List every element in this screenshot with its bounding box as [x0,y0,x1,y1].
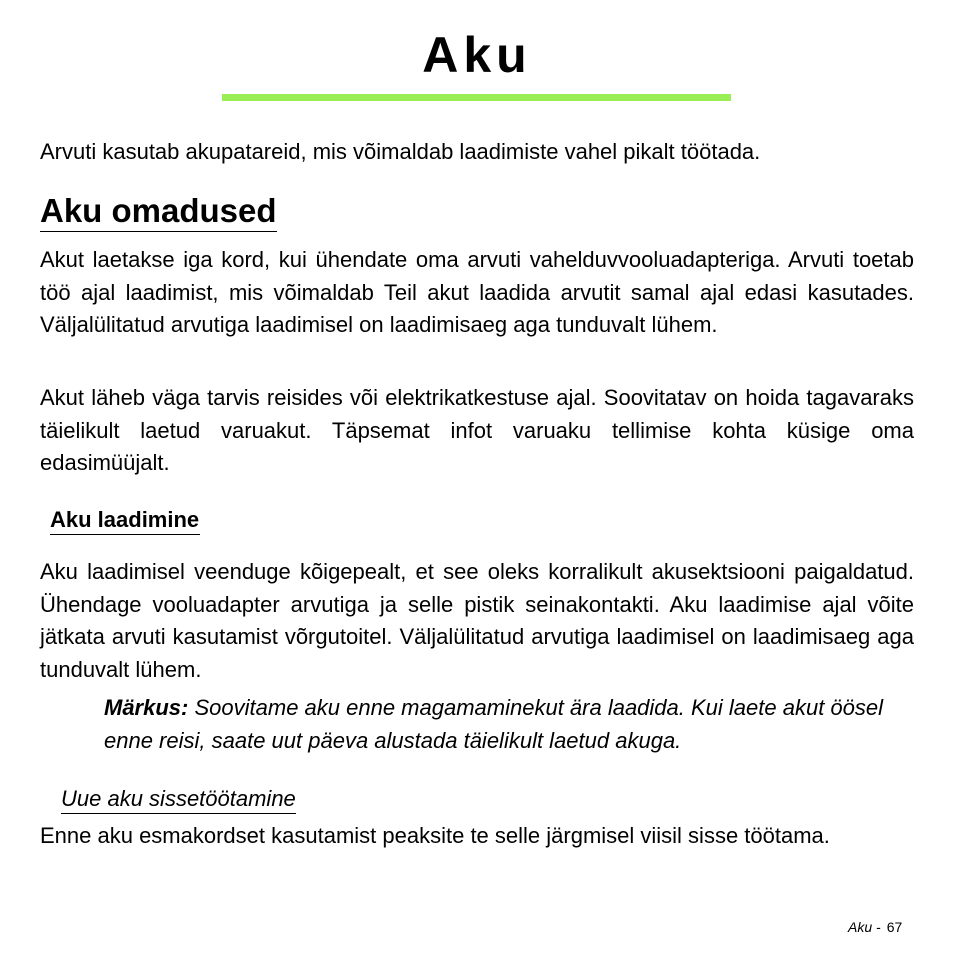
features-paragraph-1: Akut laetakse iga kord, kui ühendate oma arvuti vahelduvvooluadapteriga. Arvuti toetab töö ajal laadimist, mis võimaldab Teil akut laadida arvutit samal ajal edasi kasutades. Väljalülitatud arvutiga laadimisel on laadimisaeg aga tunduvalt lühem. [40,247,914,337]
subsection-heading-aku-laadimine: Aku laadimine [50,506,200,535]
section-heading-aku-omadused: Aku omadused [40,191,277,232]
note-text: Soovitame aku enne magamaminekut ära laadida. Kui laete akut öösel enne reisi, saate uut päeva alustada täielikult laetud akuga. [104,695,884,753]
note-label: Märkus: [104,695,189,720]
note-block [104,692,914,757]
subsection-heading-uue-aku-sissetootamine: Uue aku sissetöötamine [61,785,296,814]
features-paragraph-2: Akut läheb väga tarvis reisides või elektrikatkestuse ajal. Soovitatav on hoida tagavaraks täielikult laetud varuakut. Täpsemat infot varuaku tellimise kohta küsige oma edasimüüjalt. [40,385,914,475]
footer-page-number: 67 [886,919,903,935]
title-underline-rule [222,94,731,101]
conditioning-paragraph: Enne aku esmakordset kasutamist peaksite te selle järgmisel viisil sisse töötama. [40,823,830,848]
intro-paragraph: Arvuti kasutab akupatareid, mis võimaldab laadimiste vahel pikalt töötada. [40,139,761,164]
charging-paragraph: Aku laadimisel veenduge kõigepealt, et see oleks korralikult akusektsiooni paigaldatud. Ühendage vooluadapter arvutiga ja selle pistik seinakontakti. Aku laadimise ajal võite jätkata arvuti kasutamist võrgutoitel. Väljalülitatud arvutiga laadimisel on laadimisaeg aga tunduvalt lühem. [40,559,914,682]
page-title: Aku [422,27,532,83]
page-footer [848,917,902,937]
footer-section-label: Aku - [848,919,881,935]
